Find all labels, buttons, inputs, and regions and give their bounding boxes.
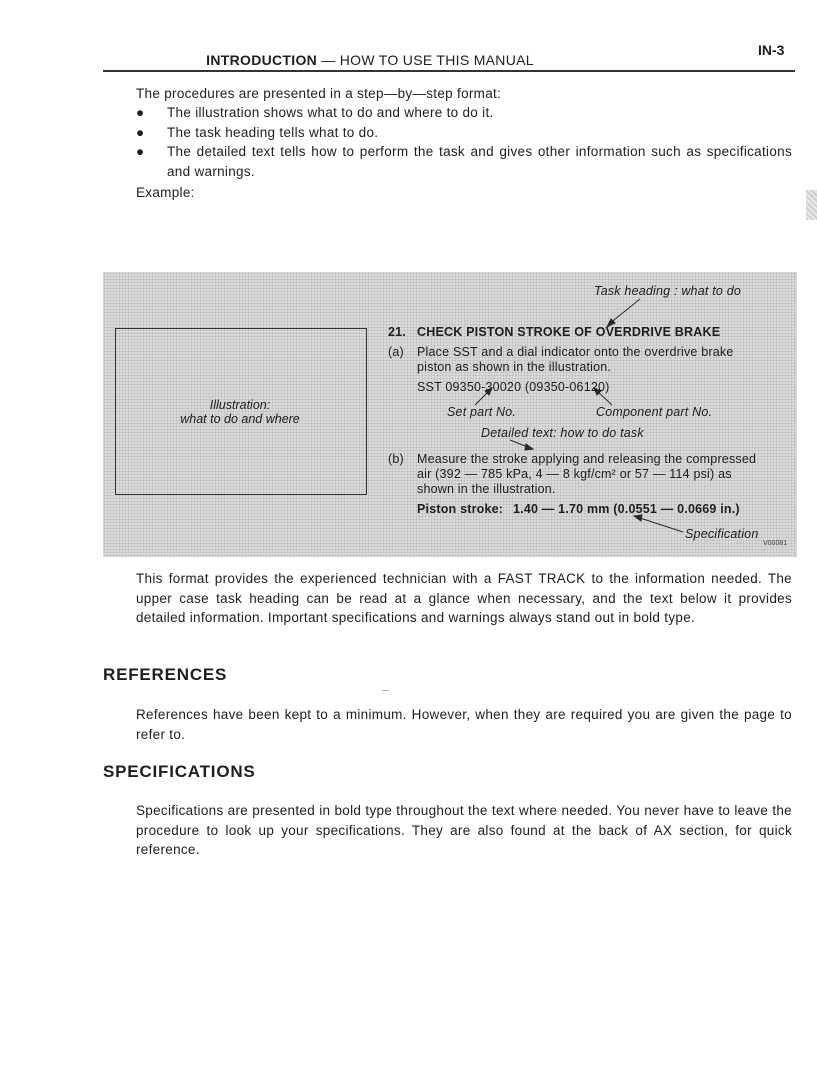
bullet-text: The illustration shows what to do and where to do it. xyxy=(167,105,494,120)
step-number: 21. xyxy=(388,325,406,339)
stray-mark xyxy=(382,690,389,691)
detailed-text-note: Detailed text: how to do task xyxy=(481,426,644,440)
header-title-bold: INTRODUCTION xyxy=(206,52,318,68)
step-b-line1: Measure the stroke applying and releasing the compressed xyxy=(417,452,757,466)
bullet-icon: ● xyxy=(136,105,145,120)
step-a-line2: piston as shown in the illustration. xyxy=(417,360,612,374)
bullet-text: The task heading tells what to do. xyxy=(167,124,379,140)
step-a-label: (a) xyxy=(388,345,404,359)
references-heading: REFERENCES xyxy=(103,665,228,684)
illustration-caption-line1: Illustration: xyxy=(209,398,271,412)
arrow-task-heading xyxy=(609,299,640,324)
step-a-line1: Place SST and a dial indicator onto the overdrive brake xyxy=(417,345,734,359)
arrow-specification xyxy=(637,517,683,532)
step-b-line2: air (392 — 785 kPa, 4 — 8 kgf/cm² or 57 — 114 psi) as xyxy=(417,467,732,481)
spec-label: Piston stroke: xyxy=(417,502,504,516)
bullet-text: The detailed text tells how to perform the task and gives other information such as specifications and warnings. xyxy=(167,144,792,179)
arrowhead-detailed-text xyxy=(525,444,533,450)
page-number: IN-3 xyxy=(758,42,785,58)
step-b-label: (b) xyxy=(388,452,404,466)
references-body: References have been kept to a minimum. However, when they are required you are given the page to refer to. xyxy=(136,707,792,742)
fast-track-paragraph: This format provides the experienced technician with a FAST TRACK to the information needed. The upper case task heading can be read at a glance when necessary, and the text below it provides detailed information. Important specifications and warnings always stand out in bold type. xyxy=(136,571,792,626)
component-part-note: Component part No. xyxy=(596,405,713,419)
specifications-body: Specifications are presented in bold type throughout the text where needed. You never have to leave the procedure to look up your specifications. They are also found at the back of AX section, for quick reference. xyxy=(136,803,792,858)
intro-lead: The procedures are presented in a step—by—step format: xyxy=(136,86,502,101)
example-label: Example: xyxy=(136,185,195,200)
set-part-note: Set part No. xyxy=(447,405,517,419)
figure-code: V00081 xyxy=(763,540,788,547)
step-b-line3: shown in the illustration. xyxy=(417,482,556,496)
spec-value: 1.40 — 1.70 mm (0.0551 — 0.0669 in.) xyxy=(513,502,740,516)
bullet-icon: ● xyxy=(136,124,145,140)
specification-note: Specification xyxy=(685,527,759,541)
sst-line: SST 09350-30020 (09350-06120) xyxy=(417,380,610,394)
specifications-heading: SPECIFICATIONS xyxy=(103,762,256,781)
step-title: CHECK PISTON STROKE OF OVERDRIVE BRAKE xyxy=(417,325,721,339)
task-heading-note: Task heading : what to do xyxy=(594,284,741,298)
illustration-caption-line2: what to do and where xyxy=(180,411,300,426)
header-title-rest: — HOW TO USE THIS MANUAL xyxy=(317,52,534,68)
bullet-icon: ● xyxy=(136,144,145,160)
